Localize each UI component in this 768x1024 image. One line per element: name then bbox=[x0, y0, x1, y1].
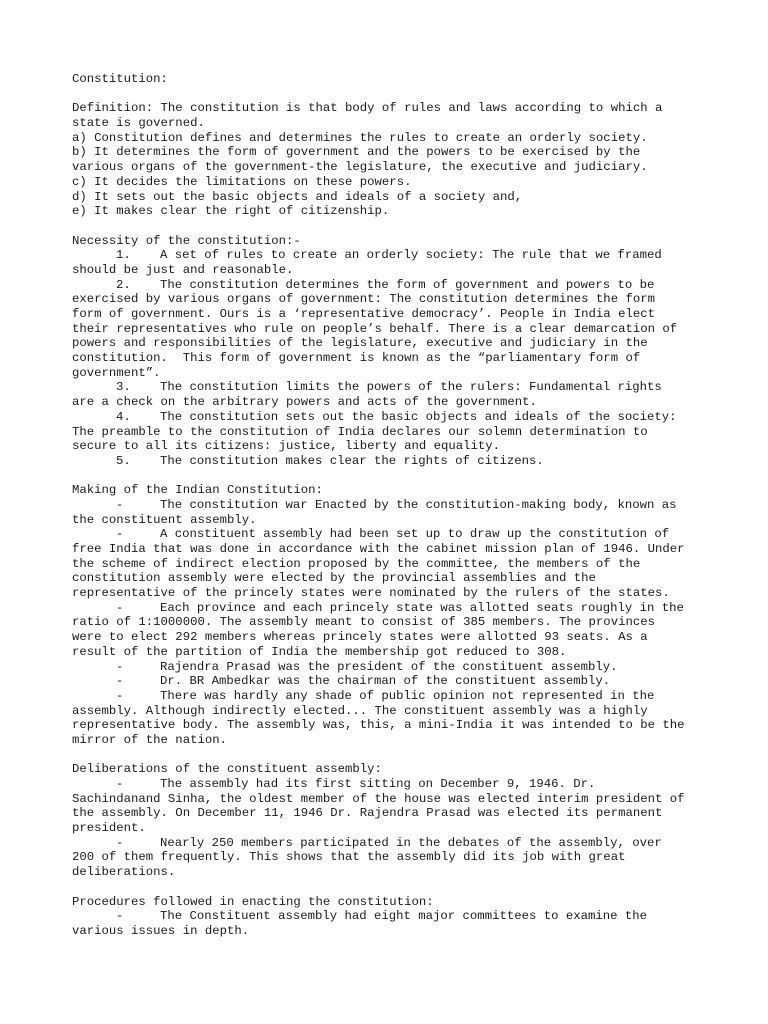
list-item bbox=[72, 660, 702, 675]
text-line: constitution assembly were elected by the provincial assemblies and the bbox=[72, 571, 596, 586]
list-item bbox=[72, 836, 702, 880]
list-item-first-line bbox=[72, 660, 702, 675]
list-item bbox=[72, 689, 702, 748]
bullet-marker: - bbox=[116, 659, 124, 674]
bullet-marker: - bbox=[116, 674, 124, 689]
list-item-text: The constitution makes clear the rights of citizens. bbox=[160, 453, 544, 468]
text-line: form of government. Ours is a ‘representative democracy’. People in India elect bbox=[72, 307, 655, 321]
list-item bbox=[72, 248, 702, 277]
document-title: Constitution: bbox=[72, 72, 168, 86]
list-item-first-line bbox=[72, 380, 702, 395]
bullet-marker: - bbox=[116, 497, 124, 512]
document-body bbox=[72, 72, 702, 939]
list-item-text: The assembly had its first sitting on December 9, 1946. Dr. bbox=[160, 777, 596, 791]
bullet-list bbox=[72, 777, 702, 880]
number-marker: 2. bbox=[116, 277, 131, 292]
text-line: president. bbox=[72, 821, 146, 836]
list-item-text: The constitution sets out the basic objects and ideals of the society: bbox=[160, 409, 677, 424]
text-line: c) It decides the limitations on these powers. bbox=[72, 174, 412, 189]
list-item-first-line bbox=[72, 836, 702, 851]
making-section bbox=[72, 483, 702, 747]
text-line: result of the partition of India the membership got reduced to 308. bbox=[72, 644, 567, 659]
list-item bbox=[72, 278, 702, 381]
list-item-text: The constitution war Enacted by the constitution-making body, known as bbox=[160, 497, 677, 512]
numbered-list bbox=[72, 248, 702, 468]
text-line: representative of the princely states were nominated by the rulers of the states. bbox=[72, 586, 670, 601]
bullet-marker: - bbox=[116, 527, 124, 542]
list-item-first-line bbox=[72, 454, 702, 469]
text-line: ratio of 1:1000000. The assembly meant to consist of 385 members. The provinces bbox=[72, 615, 655, 630]
text-line: Definition: The constitution is that body of rules and laws according to which a bbox=[72, 101, 663, 116]
list-item-text: Nearly 250 members participated in the debates of the assembly, over bbox=[160, 835, 662, 850]
list-item-text: Dr. BR Ambedkar was the chairman of the constituent assembly. bbox=[160, 674, 611, 689]
list-item-text: There was hardly any shade of public opinion not represented in the bbox=[160, 688, 655, 703]
number-marker: 3. bbox=[116, 380, 131, 395]
list-item-first-line bbox=[72, 410, 702, 425]
text-line: government”. bbox=[72, 365, 161, 380]
section-heading: Procedures followed in enacting the constitution: bbox=[72, 894, 434, 909]
text-line: representative body. The assembly was, this, a mini-India it was intended to be the bbox=[72, 718, 685, 733]
list-item-text: Rajendra Prasad was the president of the constituent assembly. bbox=[160, 659, 618, 674]
text-line: are a check on the arbitrary powers and acts of the government. bbox=[72, 395, 537, 410]
text-line: were to elect 292 members whereas princely states were allotted 93 seats. As a bbox=[72, 630, 648, 645]
list-item-text: A constituent assembly had been set up to draw up the constitution of bbox=[160, 527, 670, 542]
list-item-text: The Constituent assembly had eight major committees to examine the bbox=[160, 909, 648, 924]
text-line: state is governed. bbox=[72, 116, 205, 131]
list-item-first-line bbox=[72, 278, 702, 293]
text-line: deliberations. bbox=[72, 865, 176, 880]
text-line: a) Constitution defines and determines the rules to create an orderly society. bbox=[72, 130, 648, 145]
text-line: e) It makes clear the right of citizenship. bbox=[72, 204, 390, 219]
bullet-marker: - bbox=[116, 688, 124, 703]
list-item bbox=[72, 674, 702, 689]
number-marker: 5. bbox=[116, 453, 131, 468]
list-item-first-line bbox=[72, 777, 702, 792]
text-line: Sachindanand Sinha, the oldest member of the house was elected interim president of bbox=[72, 791, 685, 806]
list-item bbox=[72, 410, 702, 454]
text-line: exercised by various organs of government: The constitution determines the form bbox=[72, 292, 655, 307]
list-item-text: A set of rules to create an orderly society: The rule that we framed bbox=[160, 248, 662, 263]
text-line: the constituent assembly. bbox=[72, 512, 257, 527]
number-marker: 4. bbox=[116, 409, 131, 424]
section-heading: Making of the Indian Constitution: bbox=[72, 483, 323, 498]
list-item-first-line bbox=[72, 498, 702, 513]
list-item bbox=[72, 601, 702, 660]
list-item-first-line bbox=[72, 248, 702, 263]
bullet-marker: - bbox=[116, 909, 124, 924]
bullet-list bbox=[72, 909, 702, 938]
text-line: should be just and reasonable. bbox=[72, 262, 294, 277]
text-line: assembly. Although indirectly elected... The constituent assembly was a highly bbox=[72, 703, 648, 718]
text-line: The preamble to the constitution of India declares our solemn determination to bbox=[72, 424, 648, 439]
list-item bbox=[72, 498, 702, 527]
deliberations-section bbox=[72, 762, 702, 880]
section-heading: Necessity of the constitution:- bbox=[72, 233, 301, 248]
text-line: mirror of the nation. bbox=[72, 732, 227, 747]
definition-section bbox=[72, 101, 702, 219]
text-line: 200 of them frequently. This shows that the assembly did its job with great bbox=[72, 850, 626, 865]
necessity-section bbox=[72, 234, 702, 469]
procedures-section bbox=[72, 895, 702, 939]
bullet-marker: - bbox=[116, 835, 124, 850]
list-item bbox=[72, 380, 702, 409]
list-item-text: Each province and each princely state was allotted seats roughly in the bbox=[160, 600, 684, 615]
text-line: powers and responsibilities of the legislature, executive and judiciary in the bbox=[72, 336, 648, 351]
list-item bbox=[72, 777, 702, 836]
list-item-first-line bbox=[72, 674, 702, 689]
list-item-first-line bbox=[72, 689, 702, 704]
list-item bbox=[72, 454, 702, 469]
text-line: the scheme of indirect election proposed by the committee, the members of the bbox=[72, 556, 641, 571]
text-line: secure to all its citizens: justice, liberty and equality. bbox=[72, 439, 501, 454]
text-line: constitution. This form of government is known as the “parliamentary form of bbox=[72, 351, 641, 366]
list-item-text: The constitution limits the powers of the rulers: Fundamental rights bbox=[160, 380, 662, 395]
list-item-text: The constitution determines the form of government and powers to be bbox=[160, 277, 655, 292]
number-marker: 1. bbox=[116, 248, 131, 263]
text-line: d) It sets out the basic objects and ideals of a society and, bbox=[72, 189, 523, 204]
text-line: free India that was done in accordance with the cabinet mission plan of 1946. Under bbox=[72, 542, 685, 556]
text-line: b) It determines the form of government and the powers to be exercised by the bbox=[72, 145, 641, 160]
bullet-list bbox=[72, 498, 702, 748]
section-heading: Deliberations of the constituent assembly: bbox=[72, 762, 382, 777]
bullet-marker: - bbox=[116, 777, 124, 791]
text-line: various organs of the government-the legislature, the executive and judiciary. bbox=[72, 160, 648, 175]
list-item bbox=[72, 527, 702, 600]
list-item-first-line bbox=[72, 527, 702, 542]
list-item bbox=[72, 909, 702, 938]
bullet-marker: - bbox=[116, 600, 124, 615]
text-line: the assembly. On December 11, 1946 Dr. Rajendra Prasad was elected its permanent bbox=[72, 806, 663, 821]
list-item-first-line bbox=[72, 601, 702, 616]
text-line: various issues in depth. bbox=[72, 923, 250, 938]
text-line: their representatives who rule on people’s behalf. There is a clear demarcation of bbox=[72, 321, 678, 336]
list-item-first-line bbox=[72, 909, 702, 924]
